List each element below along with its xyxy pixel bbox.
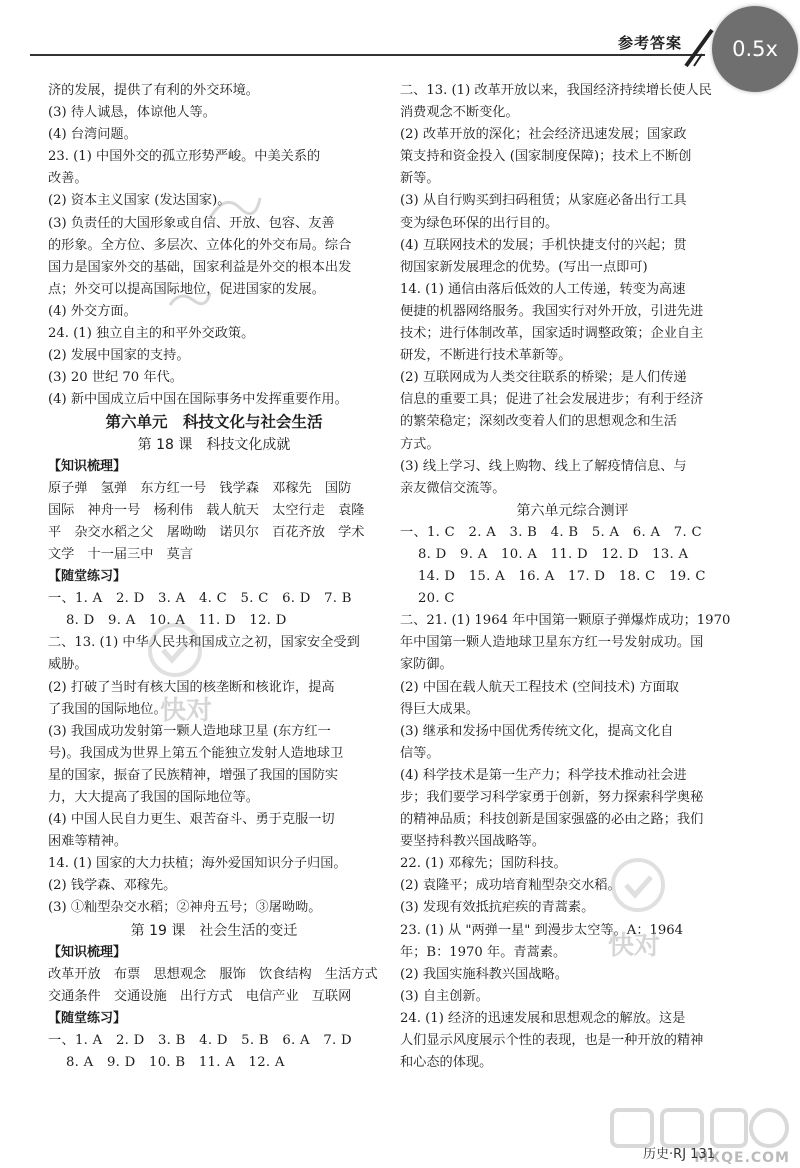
answer-line: 国力是国家外交的基础，国家利益是外交的根本出发 [48, 259, 352, 275]
zoom-level-button[interactable]: 0.5x [712, 6, 798, 92]
answer-line: 点；外交可以提高国际地位，促进国家的发展。 [48, 281, 325, 297]
answer-line: (2) 钱学森、邓稼先。 [48, 878, 177, 894]
answer-line: 年；B：1970 年。青蒿素。 [400, 944, 567, 960]
answer-line: 文学 十一届三中 莫言 [48, 546, 194, 562]
answer-line: 14. (1) 通信由落后低效的人工传递，转变为高速 [400, 281, 686, 297]
answer-line: 力，大大提高了我国的国际地位等。 [48, 790, 259, 805]
answer-line: 亲友微信交流等。 [400, 480, 506, 496]
lesson-heading: 第六单元综合测评 [516, 502, 629, 519]
answer-line: 彻国家新发展理念的优势。(写出一点即可) [400, 259, 648, 275]
answer-line: 济的发展，提供了有利的外交环境。 [48, 83, 259, 98]
answer-line: (4) 中国人民自力更生、艰苦奋斗、勇于克服一切 [48, 812, 335, 828]
answer-line: (3) 继承和发扬中国优秀传统文化，提高文化自 [400, 723, 674, 739]
answer-line: (3) 发现有效抵抗疟疾的青蒿素。 [400, 900, 595, 916]
answer-line: (3) 待人诚恳，体谅他人等。 [48, 105, 216, 121]
answer-line: (3) 线上学习、线上购物、线上了解疫情信息、与 [400, 458, 687, 474]
answer-line: 消费观念不断变化。 [400, 105, 519, 121]
answer-line: 国际 神舟一号 杨利伟 载人航天 太空行走 袁隆 [48, 502, 365, 518]
answer-line: (3) 负责任的大国形象或自信、开放、包容、友善 [48, 215, 335, 231]
page-footer: 历史·RJ 131 [643, 1147, 715, 1162]
answer-line: (3) 自主创新。 [400, 988, 489, 1004]
answer-line: (3) 从自行购买到扫码租赁；从家庭必备出行工具 [400, 193, 687, 209]
answer-line: 人们显示风度展示个性的表现，也是一种开放的精神 [400, 1033, 704, 1049]
answer-line: 改善。 [48, 171, 88, 187]
choice-answers-line: 一、1. A 2. D 3. A 4. C 5. C 6. D 7. B [48, 591, 352, 607]
answer-line: 家防御。 [400, 657, 453, 673]
answer-line: 新等。 [400, 171, 440, 187]
answer-line: (3) 20 世纪 70 年代。 [48, 370, 183, 386]
answer-line: 星的国家，振奋了民族精神，增强了我国的国防实 [48, 767, 339, 783]
left-column [48, 80, 380, 1074]
answer-line: 的繁荣稳定；深刻改变着人们的思想观念和生活 [400, 414, 677, 430]
answer-line: (4) 台湾问题。 [48, 127, 137, 143]
section-label: 【随堂练习】 [48, 1010, 127, 1026]
page-header [0, 0, 800, 70]
answer-line: (3) ①籼型杂交水稻；②神舟五号；③屠呦呦。 [48, 900, 322, 916]
choice-answers-line: 8. D 9. A 10. A 11. D 12. D [48, 613, 287, 629]
section-label: 【知识梳理】 [48, 458, 127, 474]
answer-line: (2) 袁隆平；成功培育籼型杂交水稻。 [400, 878, 621, 894]
lesson-heading: 第 18 课 科技文化成就 [137, 436, 291, 453]
answer-line: 步；我们要学习科学家勇于创新，努力探索科学奥秘 [400, 790, 704, 805]
sticker-mark-icon [165, 285, 215, 315]
answer-line: 年中国第一颗人造地球卫星东方红一号发射成功。国 [400, 635, 704, 651]
watermark-text: 快对 [160, 696, 213, 726]
answer-line: 二、13. (1) 中华人民共和国成立之初，国家安全受到 [48, 635, 360, 651]
answer-line: (4) 新中国成立后中国在国际事务中发挥重要作用。 [48, 392, 348, 408]
sticker-mark-icon [205, 188, 265, 228]
watermark-text: 快对 [608, 931, 661, 961]
choice-answers-line: 14. D 15. A 16. A 17. D 18. C 19. C [400, 569, 706, 585]
answer-line: 信息的重要工具；促进了社会发展进步；有利于经济 [400, 392, 704, 408]
answer-line: 便捷的机器网络服务。我国实行对外开放，引进先进 [400, 303, 704, 319]
answer-line: 平 杂交水稻之父 屠呦呦 诺贝尔 百花齐放 学术 [48, 524, 365, 540]
answer-line: (2) 发展中国家的支持。 [48, 348, 190, 364]
choice-answers-line: 8. A 9. D 10. B 11. A 12. A [48, 1055, 285, 1071]
answer-line: 要坚持科教兴国战略等。 [400, 834, 546, 850]
answer-line: (4) 互联网技术的发展；手机快捷支付的兴起；贯 [400, 237, 687, 253]
kuaidui-logo-icon [608, 855, 668, 915]
answer-line: (2) 改革开放的深化；社会经济迅速发展；国家政 [400, 127, 687, 143]
answer-line: 变为绿色环保的出行目的。 [400, 215, 559, 231]
answer-line: 14. (1) 国家的大力扶植；海外爱国知识分子归国。 [48, 856, 347, 872]
answer-line: 23. (1) 中国外交的孤立形势严峻。中美关系的 [48, 149, 321, 165]
answer-line: (2) 我国实施科教兴国战略。 [400, 966, 568, 982]
answer-line: (4) 科学技术是第一生产力；科学技术推动社会进 [400, 767, 687, 783]
corner-watermark-url: MXQE.COM [694, 1150, 790, 1166]
answer-line: 困难等精神。 [48, 834, 128, 850]
choice-answers-line: 20. C [400, 591, 455, 607]
lesson-heading: 第 19 课 社会生活的变迁 [130, 922, 298, 939]
unit-heading: 第六单元 科技文化与社会生活 [105, 413, 323, 432]
answer-line: (2) 互联网成为人类交往联系的桥梁；是人们传递 [400, 370, 687, 386]
choice-answers-line: 一、1. C 2. A 3. B 4. B 5. A 6. A 7. C [400, 524, 702, 540]
kuaidui-logo-icon [145, 620, 205, 680]
answer-line: 研发，不断进行技术革新等。 [400, 348, 572, 364]
answer-line: 和心态的体现。 [400, 1055, 493, 1071]
answer-line: 信等。 [400, 745, 440, 761]
answer-line: (2) 中国在载人航天工程技术 (空间技术) 方面取 [400, 679, 679, 695]
answer-line: 原子弹 氢弹 东方红一号 钱学森 邓稼先 国防 [48, 480, 352, 496]
answer-line: 二、13. (1) 改革开放以来，我国经济持续增长使人民 [400, 83, 712, 98]
choice-answers-line: 一、1. A 2. D 3. B 4. D 5. B 6. A 7. D [48, 1033, 352, 1049]
answer-line: (3) 我国成功发射第一颗人造地球卫星 (东方红一 [48, 723, 331, 739]
answer-line: 22. (1) 邓稼先；国防科技。 [400, 856, 567, 872]
answer-line: 技术；进行体制改革，国家适时调整政策；企业自主 [400, 326, 704, 342]
header-rule [30, 54, 705, 56]
section-label: 【随堂练习】 [48, 569, 127, 585]
header-title: 参考答案 [617, 34, 682, 52]
answer-line: 改革开放 布票 思想观念 服饰 饮食结构 生活方式 [48, 966, 378, 982]
answer-line: 的精神品质；科技创新是国家强盛的必由之路；我们 [400, 812, 704, 828]
answer-line: 号)。我国成为世界上第五个能独立发射人造地球卫 [48, 745, 344, 761]
answer-line: 方式。 [400, 436, 440, 452]
answer-line: (2) 打破了当时有核大国的核垄断和核讹诈，提高 [48, 679, 335, 695]
answer-line: 24. (1) 独立自主的和平外交政策。 [48, 326, 255, 342]
answer-line: 24. (1) 经济的迅速发展和思想观念的解放。这是 [400, 1010, 686, 1026]
right-column [400, 80, 745, 1074]
answer-line: 二、21. (1) 1964 年中国第一颗原子弹爆炸成功；1970 [400, 613, 731, 629]
answer-line: 得巨大成果。 [400, 701, 480, 717]
answer-line: (2) 资本主义国家 (发达国家)。 [48, 193, 231, 209]
header-slash-decoration [682, 28, 716, 68]
answer-line: 了我国的国际地位。 [48, 701, 167, 717]
section-label: 【知识梳理】 [48, 944, 127, 960]
answer-line: 23. (1) 从 "两弹一星" 到漫步太空等。A：1964 [400, 922, 684, 938]
answer-line: (4) 外交方面。 [48, 303, 137, 319]
answer-line: 威胁。 [48, 657, 88, 673]
answer-line: 的形象。全方位、多层次、立体化的外交布局。综合 [48, 237, 352, 253]
answer-line: 策支持和资金投入 (国家制度保障)；技术上不断创 [400, 149, 692, 165]
answer-line: 交通条件 交通设施 出行方式 电信产业 互联网 [48, 988, 352, 1004]
choice-answers-line: 8. D 9. A 10. A 11. D 12. D 13. A [400, 546, 689, 562]
